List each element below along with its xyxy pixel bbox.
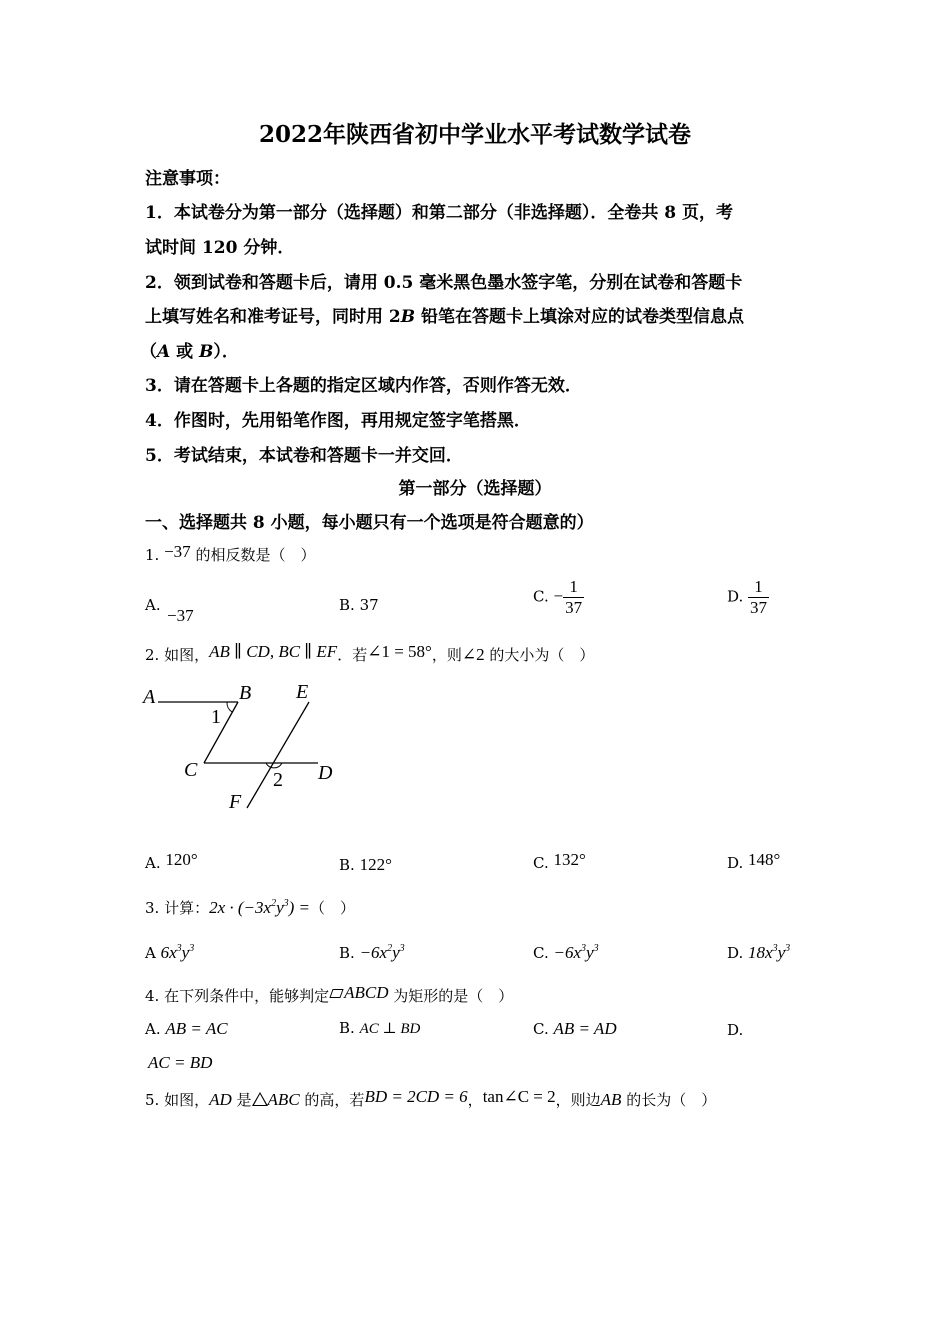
q3-option-d [727,943,790,963]
note-2-line-3-open: （ [140,342,157,362]
q2-option-d-label: D. [727,854,744,872]
q5-ab: AB [600,1090,622,1109]
q4-option-c-value: AB = AD [553,1019,617,1038]
q2-angle-2: ∠2 [461,645,485,664]
q4-option-c [533,1019,617,1039]
q3-exp-a: 2 [271,898,277,909]
note-1-line-2: 试时间 120 分钟． [145,238,295,258]
angle-2-arc [266,763,282,768]
q3-option-d-label: D. [727,944,744,962]
q1-option-c-numerator: 1 [563,577,584,598]
q1-option-d [727,577,769,618]
angle-1-arc [227,702,232,712]
q3-option-c [533,943,599,963]
label-1: 1 [211,706,221,728]
q1-option-d-denominator: 37 [750,598,768,617]
q1-option-c-label: C. [533,587,549,606]
triangle-icon [252,1092,268,1106]
note-2-line-3-or: 或 [170,342,200,362]
q3-expr-a: 2x · (−3x [209,898,272,917]
q3-option-c-label: C. [533,944,549,962]
q3-prefix: 3. 计算： [145,899,210,917]
q4-option-d-label: D. [727,1021,744,1039]
label-a: A [143,686,156,708]
q4-option-a [145,1019,228,1039]
note-2-line-3 [140,337,239,362]
q1-prefix: 1. [145,546,165,564]
q3-option-c-value: $-6x^3y^3$ [553,943,599,962]
section1-heading: 一、选择题共 8 小题，每小题只有一个选项是符合题意的） [145,513,594,533]
q2-mid: ．若 [337,646,368,664]
q4-suffix: 为矩形的是（ ） [388,987,514,1005]
q1-option-b-value: 37 [359,596,379,614]
q2-option-a-value: 120° [165,850,198,869]
q1-option-d-fraction [748,577,769,618]
label-e: E [296,681,309,703]
question-2 [145,644,594,665]
exam-title: 2022年陕西省初中学业水平考试数学试卷 [258,121,691,148]
q5-is: 是 [231,1091,252,1109]
q3-option-b-value: $-6x^2y^3$ [359,943,405,962]
q2-option-b-value: 122° [359,855,392,874]
q3-option-b [339,943,405,963]
q1-option-a-value: −37 [167,606,194,625]
q4-shape: ABCD [344,983,389,1002]
q4-option-b [339,1019,420,1038]
q3-option-a [145,943,194,963]
question-1 [145,544,315,565]
label-b: B [239,682,252,704]
q2-figure [138,676,348,816]
question-3 [145,897,355,918]
q5-suffix: 的长为（ ） [621,1091,717,1109]
note-3: 3．请在答题卡上各题的指定区域内作答，否则作答无效． [145,376,582,396]
q1-option-d-numerator: 1 [748,577,769,598]
q1-option-b-label: B. [339,596,355,614]
q5-mid: 的高，若 [299,1091,365,1109]
q5-abc: ABC [267,1090,300,1109]
q4-option-b-label: B. [339,1019,355,1037]
q2-math: AB ∥ CD, BC ∥ EF [209,642,338,661]
q2-suffix: 的大小为（ ） [484,646,595,664]
question-4 [145,985,513,1006]
q3-option-b-label: B. [339,944,355,962]
note-2-line-3-close: ）． [213,342,239,362]
q3-suffix: （ ） [310,899,356,917]
q2-option-c [533,850,586,873]
label-d: D [318,762,333,784]
q5-comma: ， [467,1091,483,1109]
q2-option-b [339,855,392,875]
notes-heading: 注意事项： [145,169,230,189]
q4-prefix: 4. 在下列条件中，能够判定 [145,987,330,1005]
q4-option-a-value: AB = AC [165,1019,228,1038]
note-1-line-1: 1．本试卷分为第一部分（选择题）和第二部分（非选择题）．全卷共 8 页，考 [145,203,733,223]
label-c: C [184,759,198,781]
note-5: 5．考试结束，本试卷和答题卡一并交回． [145,446,463,466]
note-2-line-1: 2．领到试卷和答题卡后，请用 0.5 毫米黑色墨水签字笔，分别在试卷和答题卡 [145,273,743,293]
note-2-line-2 [145,302,744,327]
note-2-line-2-b: B [400,307,416,327]
q1-option-c-fraction [563,577,584,618]
parallelogram-icon [329,989,343,998]
q1-option-c [533,577,584,618]
q3-option-a-label: A [145,944,161,962]
label-f: F [229,791,242,813]
q5-mid-2: ，则边 [555,1091,601,1109]
q4-option-b-value: AC ⊥ BD [359,1021,421,1037]
q2-option-b-label: B. [339,856,355,874]
q1-option-b [339,596,379,614]
q3-option-d-value: $18x^3y^3$ [748,943,791,962]
q2-prefix: 2. 如图， [145,646,210,664]
note-4: 4．作图时，先用铅笔作图，再用规定签字笔搭黑． [145,411,531,431]
q2-mid-2: ，则 [431,646,462,664]
q2-option-d [727,850,781,873]
q3-option-a-value: $6x^3y^3$ [160,943,195,962]
q5-ad: AD [209,1090,232,1109]
q2-option-d-value: 148° [748,850,781,869]
q2-option-a [145,850,198,873]
q4-option-c-label: C. [533,1020,549,1038]
q4-option-a-label: A. [145,1020,161,1038]
note-2-line-3-a: A [157,342,171,362]
note-2-line-2-end: 铅笔在答题卡上填涂对应的试卷类型信息点 [415,307,745,327]
q3-expr-b: y [276,898,284,917]
q2-angle-1: ∠1 = 58° [367,642,432,661]
line-ef [247,702,309,808]
q1-option-c-sign: − [553,586,564,606]
q3-exp-b: 3 [283,898,289,909]
line-bc [204,702,238,763]
q5-eq: BD = 2CD = 6 [364,1087,468,1106]
note-2-line-2-start: 上填写姓名和准考证号，同时用 2 [145,307,401,327]
q5-tan: tan∠C = 2 [482,1087,556,1106]
q2-option-c-value: 132° [553,850,586,869]
q3-expression [209,898,310,917]
q1-option-c-denominator: 37 [565,598,583,617]
q4-option-d-value: AC = BD [148,1053,213,1072]
part1-heading: 第一部分（选择题） [398,479,552,499]
q1-math: −37 [164,542,191,561]
q2-option-c-label: C. [533,854,549,872]
question-5 [145,1089,716,1110]
q2-option-a-label: A. [145,854,161,872]
q5-prefix: 5. 如图， [145,1091,210,1109]
note-2-line-3-b: B [199,342,214,362]
q3-expr-c: ) = [288,898,311,917]
q1-suffix: 的相反数是（ ） [190,546,316,564]
q1-option-a-label: A. [145,596,161,614]
q1-option-d-label: D. [727,587,744,606]
label-2: 2 [273,769,283,791]
